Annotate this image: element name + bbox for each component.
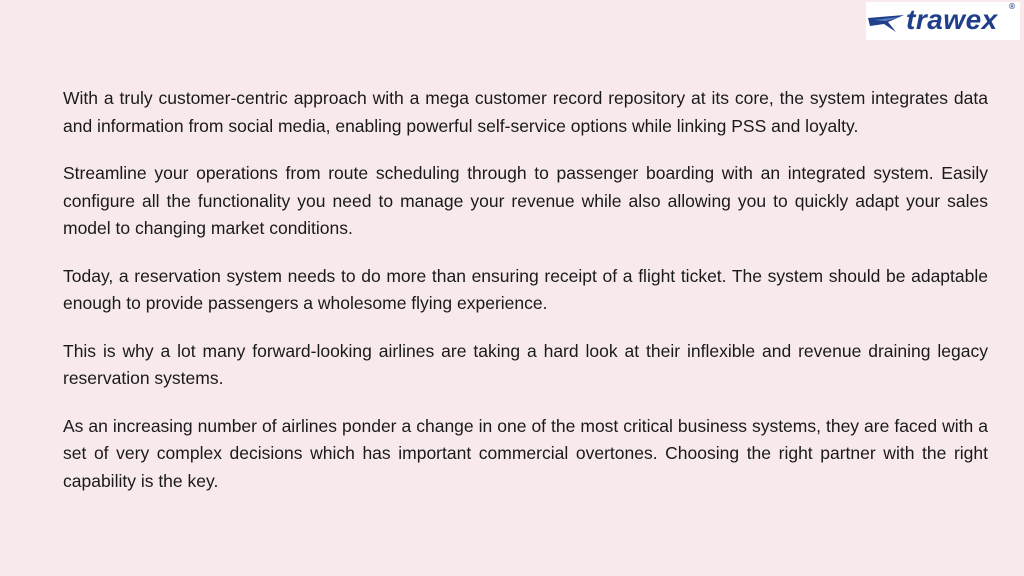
paragraph-5: As an increasing number of airlines ponder a change in one of the most critical business systems, they are faced with a set of very complex decisions which has important commercial overtones. Choosing the right partner with the right capability is the key. (63, 415, 988, 491)
body-text (63, 85, 988, 515)
paragraph-1: With a truly customer-centric approach with a mega customer record repository at its core, the system integrates data and information from social media, enabling powerful self-service options while linking PSS and loyalty. (63, 88, 988, 136)
logo-wordmark: trawex (906, 4, 998, 35)
trawex-logo (866, 2, 1020, 40)
paragraph-2: Streamline your operations from route scheduling through to passenger boarding with an integrated system. Easily configure all the functionality you need to manage your revenue while also allowing you to quickly adapt your sales model to changing market conditions. (63, 163, 988, 238)
paragraph-3: Today, a reservation system needs to do more than ensuring receipt of a flight ticket. The system should be adaptable enough to provide passengers a wholesome flying experience. (63, 265, 988, 313)
paragraph-4: This is why a lot many forward-looking airlines are taking a hard look at their inflexible and revenue draining legacy reservation systems. (63, 340, 988, 388)
registered-mark: ® (1008, 2, 1016, 11)
